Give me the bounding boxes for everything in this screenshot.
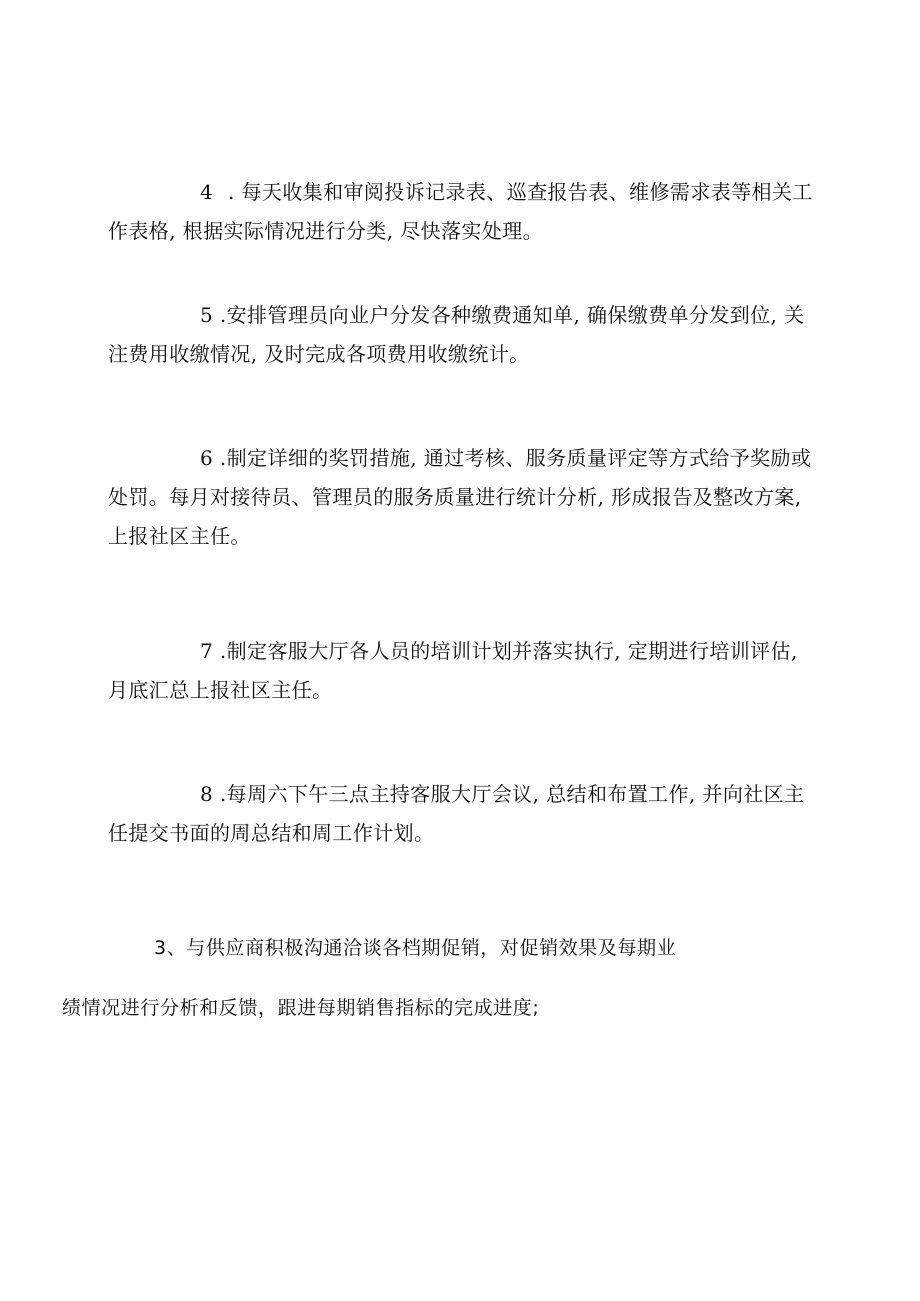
paragraph-item-5 — [108, 296, 820, 374]
paragraph-item-4 — [108, 173, 820, 251]
closing-line-1: 3、与供应商积极沟通洽谈各档期促销，对促销效果及每期业 — [154, 937, 677, 959]
closing-paragraph — [62, 918, 748, 1038]
item-number: 5 — [200, 303, 214, 327]
item-number: 4 — [200, 180, 214, 204]
paragraph-text: .安排管理员向业户分发各种缴费通知单, 确保缴费单分发到位, 关注费用收缴情况, 及时完成各项费用收缴统计。 — [108, 303, 805, 366]
paragraph-text: .制定详细的奖罚措施, 通过考核、服务质量评定等方式给予奖励或处罚。每月对接待员、管理员的服务质量进行统计分析, 形成报告及整改方案, 上报社区主任。 — [108, 446, 812, 548]
paragraph-text: . 每天收集和审阅投诉记录表、巡查报告表、维修需求表等相关工作表格, 根据实际情况进行分类, 尽快落实处理。 — [108, 180, 813, 243]
closing-line-2: 绩情况进行分析和反馈，跟进每期销售指标的完成进度; — [62, 997, 540, 1019]
paragraph-item-6 — [108, 439, 820, 556]
paragraph-item-8 — [108, 775, 820, 853]
item-number: 6 — [200, 446, 214, 470]
item-number: 7 — [200, 639, 214, 663]
paragraph-text: .每周六下午三点主持客服大厅会议, 总结和布置工作, 并向社区主任提交书面的周总结和周工作计划。 — [108, 782, 805, 845]
paragraph-text: .制定客服大厅各人员的培训计划并落实执行, 定期进行培训评估, 月底汇总上报社区主任。 — [108, 639, 798, 702]
paragraph-item-7 — [108, 632, 820, 710]
item-number: 8 — [200, 782, 214, 806]
